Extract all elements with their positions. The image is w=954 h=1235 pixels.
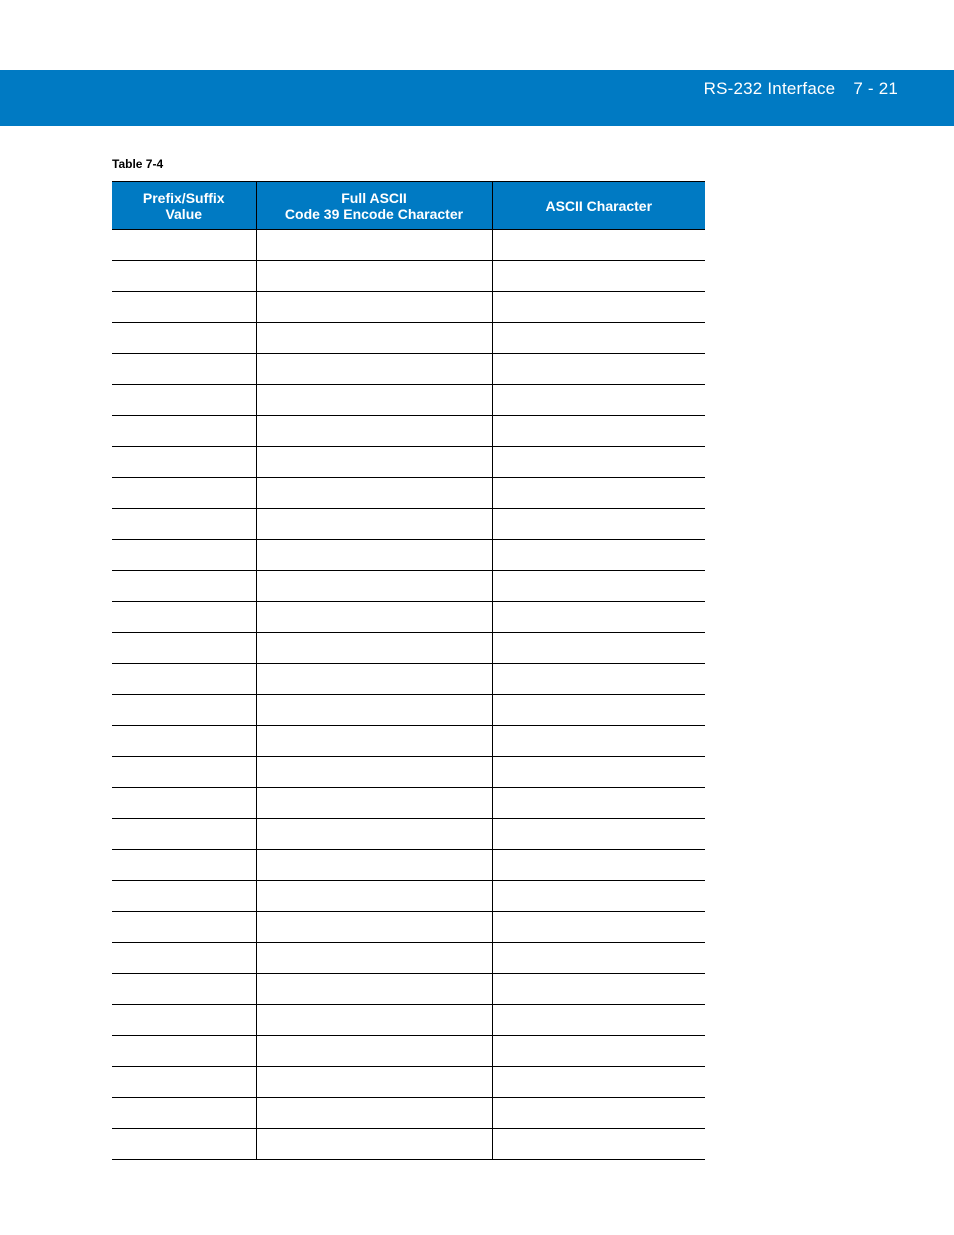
table-cell xyxy=(112,447,256,478)
table-cell xyxy=(492,726,705,757)
table-cell xyxy=(492,447,705,478)
running-header xyxy=(704,79,898,99)
table-cell xyxy=(492,292,705,323)
table-row xyxy=(112,447,705,478)
table-cell xyxy=(256,230,492,261)
table-row xyxy=(112,354,705,385)
table-row xyxy=(112,323,705,354)
table-row xyxy=(112,819,705,850)
table-body xyxy=(112,230,705,1160)
table-cell xyxy=(112,881,256,912)
table-cell xyxy=(492,602,705,633)
table-cell xyxy=(112,819,256,850)
table-cell xyxy=(112,540,256,571)
table-cell xyxy=(256,354,492,385)
table-row xyxy=(112,757,705,788)
table-cell xyxy=(492,881,705,912)
table-cell xyxy=(112,788,256,819)
table-cell xyxy=(112,1067,256,1098)
table-cell xyxy=(492,385,705,416)
table-cell xyxy=(492,912,705,943)
table-cell xyxy=(256,819,492,850)
table-cell xyxy=(112,571,256,602)
table-row xyxy=(112,695,705,726)
table-row xyxy=(112,602,705,633)
table-cell xyxy=(256,788,492,819)
table-cell xyxy=(492,943,705,974)
table-cell xyxy=(492,788,705,819)
table-cell xyxy=(112,695,256,726)
table-row xyxy=(112,385,705,416)
table-row xyxy=(112,943,705,974)
table-cell xyxy=(492,1036,705,1067)
table-row xyxy=(112,1098,705,1129)
table-cell xyxy=(112,416,256,447)
table-cell xyxy=(112,1005,256,1036)
column-header-line: Prefix/Suffix xyxy=(142,189,225,206)
table-cell xyxy=(112,261,256,292)
table-cell xyxy=(112,292,256,323)
table-cell xyxy=(492,571,705,602)
table-cell xyxy=(492,540,705,571)
table-cell xyxy=(256,447,492,478)
table-cell xyxy=(256,633,492,664)
section-title: RS-232 Interface xyxy=(703,79,836,98)
data-table xyxy=(112,181,705,1160)
table-cell xyxy=(492,974,705,1005)
table-cell xyxy=(112,230,256,261)
table-cell xyxy=(256,1036,492,1067)
table-header-row xyxy=(112,182,705,230)
table-row xyxy=(112,416,705,447)
table-cell xyxy=(492,1129,705,1160)
table-cell xyxy=(256,757,492,788)
table-cell xyxy=(256,664,492,695)
table-row xyxy=(112,1129,705,1160)
table-cell xyxy=(256,509,492,540)
table-row xyxy=(112,571,705,602)
table-cell xyxy=(492,819,705,850)
table-row xyxy=(112,881,705,912)
page-number: 7 - 21 xyxy=(853,79,898,98)
table-cell xyxy=(112,323,256,354)
table-cell xyxy=(492,323,705,354)
table-cell xyxy=(112,478,256,509)
table-row xyxy=(112,540,705,571)
table-cell xyxy=(256,881,492,912)
column-header-line: ASCII Character xyxy=(545,197,653,214)
table-cell xyxy=(492,1098,705,1129)
table-cell xyxy=(256,416,492,447)
table-row xyxy=(112,292,705,323)
table-cell xyxy=(492,1067,705,1098)
column-header-prefix-suffix-value xyxy=(112,182,256,230)
table-cell xyxy=(112,726,256,757)
table-cell xyxy=(492,230,705,261)
table-cell xyxy=(492,509,705,540)
table-cell xyxy=(256,726,492,757)
table-row xyxy=(112,478,705,509)
table-cell xyxy=(492,354,705,385)
table-cell xyxy=(492,1005,705,1036)
table-cell xyxy=(256,912,492,943)
table-row xyxy=(112,261,705,292)
table-cell xyxy=(256,478,492,509)
table-cell xyxy=(492,695,705,726)
table-cell xyxy=(256,571,492,602)
table-cell xyxy=(112,509,256,540)
table-cell xyxy=(256,974,492,1005)
table-cell xyxy=(112,943,256,974)
table-cell xyxy=(256,850,492,881)
table-row xyxy=(112,850,705,881)
table-cell xyxy=(256,602,492,633)
table-cell xyxy=(112,974,256,1005)
table-cell xyxy=(256,323,492,354)
table-cell xyxy=(256,943,492,974)
table-cell xyxy=(112,912,256,943)
table-row xyxy=(112,509,705,540)
table-row xyxy=(112,230,705,261)
table-cell xyxy=(112,354,256,385)
table-cell xyxy=(256,1067,492,1098)
table-cell xyxy=(112,1036,256,1067)
table-cell xyxy=(112,385,256,416)
table-row xyxy=(112,726,705,757)
table-row xyxy=(112,1005,705,1036)
table-row xyxy=(112,912,705,943)
table-row xyxy=(112,788,705,819)
table-cell xyxy=(256,385,492,416)
table-row xyxy=(112,1036,705,1067)
column-header-line: Code 39 Encode Character xyxy=(284,205,464,222)
table-cell xyxy=(112,1098,256,1129)
table-cell xyxy=(492,664,705,695)
table-cell xyxy=(256,292,492,323)
table-cell xyxy=(492,757,705,788)
table-cell xyxy=(492,478,705,509)
column-header-line: Value xyxy=(165,205,203,222)
column-header-ascii-character xyxy=(492,182,705,230)
table-row xyxy=(112,1067,705,1098)
table-cell xyxy=(112,602,256,633)
table-cell xyxy=(256,1129,492,1160)
table-cell xyxy=(492,633,705,664)
table-cell xyxy=(256,540,492,571)
table-row xyxy=(112,664,705,695)
table-cell xyxy=(112,633,256,664)
table-cell xyxy=(256,261,492,292)
column-header-line: Full ASCII xyxy=(341,189,407,206)
table-cell xyxy=(112,1129,256,1160)
table-cell xyxy=(492,261,705,292)
table-cell xyxy=(112,850,256,881)
table-cell xyxy=(256,1005,492,1036)
table-cell xyxy=(492,416,705,447)
table-cell xyxy=(112,664,256,695)
column-header-full-ascii xyxy=(256,182,492,230)
table-cell xyxy=(256,695,492,726)
table-row xyxy=(112,974,705,1005)
table-cell xyxy=(492,850,705,881)
table-caption: Table 7-4 xyxy=(112,157,164,171)
table-cell xyxy=(112,757,256,788)
table-cell xyxy=(256,1098,492,1129)
table-row xyxy=(112,633,705,664)
